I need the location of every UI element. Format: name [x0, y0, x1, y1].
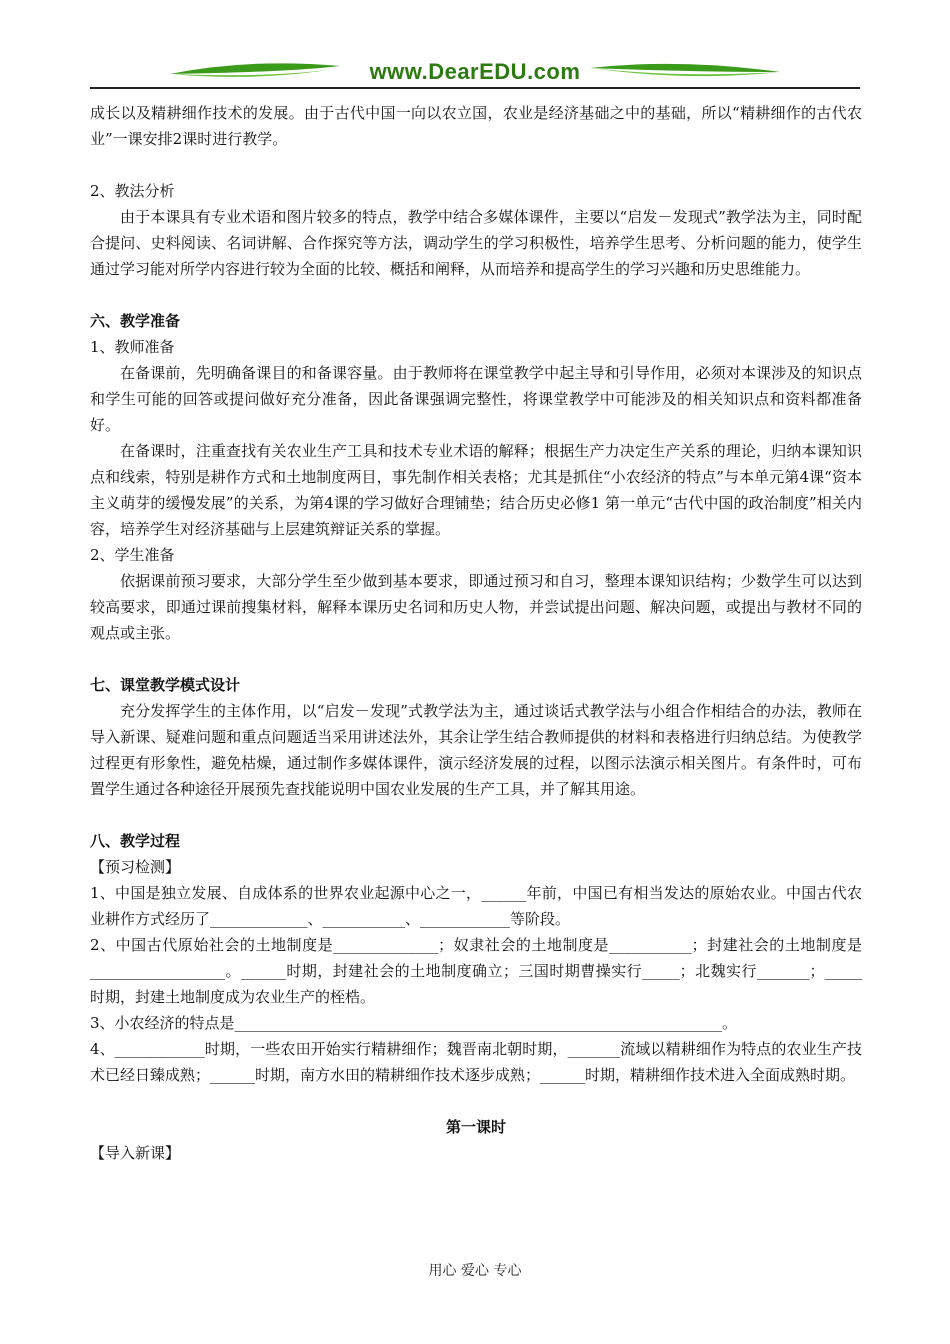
paragraph: 成长以及精耕细作技术的发展。由于古代中国一向以农立国，农业是经济基础之中的基础，所以“精耕细作的古代农业”一课安排2课时进行教学。	[90, 104, 862, 148]
section-label: 【导入新课】	[90, 1144, 181, 1162]
section-heading: 1、教师准备	[90, 338, 175, 356]
question: 4、____________时期，一些农田开始实行精耕细作；魏晋南北朝时期，_______流域以精耕细作为特点的农业生产技术已经日臻成熟；______时期，南方水田的精耕细作技术逐步成熟；______时期，精耕细作技术进入全面成熟时期。	[90, 1040, 862, 1084]
paragraph: 由于本课具有专业术语和图片较多的特点，教学中结合多媒体课件，主要以“启发－发现式”教学法为主，同时配合提问、史料阅读、名词讲解、合作探究等方法，调动学生的学习积极性，培养学生思考、分析问题的能力，使学生通过学习能对所学内容进行较为全面的比较、概括和阐释，从而培养和提高学生的学习兴趣和历史思维能力。	[90, 208, 862, 278]
lesson-title: 第一课时	[445, 1118, 506, 1136]
chapter-heading: 七、课堂教学模式设计	[90, 676, 241, 694]
document-body	[90, 100, 862, 1166]
chapter-heading: 六、教学准备	[90, 312, 181, 330]
site-logo-text: www.DearEDU.com	[369, 59, 581, 84]
paragraph: 充分发挥学生的主体作用，以“启发－发现”式教学法为主，通过谈话式教学法与小组合作相结合的办法，教师在导入新课、疑难问题和重点问题适当采用讲述法外，其余让学生结合教师提供的材料和表格进行归纳总结。为使教学过程更有形象性，避免枯燥，通过制作多媒体课件，演示经济发展的过程，以图示法演示相关图片。有条件时，可布置学生通过各种途径开展预先查找能说明中国农业发展的生产工具，并了解其用途。	[90, 702, 862, 798]
chapter-heading: 八、教学过程	[90, 832, 181, 850]
question: 2、中国古代原始社会的土地制度是______________；奴隶社会的土地制度是___________；封建社会的土地制度是__________________。______时期，封建社会的土地制度确立；三国时期曹操实行_____；北魏实行_______；_____时期，封建土地制度成为农业生产的桎梏。	[90, 936, 862, 1006]
question: 3、小农经济的特点是_________________________________________________________________。	[90, 1014, 738, 1032]
section-heading: 2、学生准备	[90, 546, 175, 564]
section-heading: 2、教法分析	[90, 182, 175, 200]
paragraph: 依据课前预习要求，大部分学生至少做到基本要求，即通过预习和自习，整理本课知识结构；少数学生可以达到较高要求，即通过课前搜集材料，解释本课历史名词和历史人物，并尝试提出问题、解决问题，或提出与教材不同的观点或主张。	[90, 572, 862, 642]
section-label: 【预习检测】	[90, 858, 181, 876]
paragraph: 在备课时，注重查找有关农业生产工具和技术专业术语的解释；根据生产力决定生产关系的理论，归纳本课知识点和线索，特别是耕作方式和土地制度两目，事先制作相关表格；尤其是抓住“小农经济的特点”与本单元第4课“资本主义萌芽的缓慢发展”的关系，为第4课的学习做好合理铺垫；结合历史必修1 第一单元“古代中国的政治制度”相关内容，培养学生对经济基础与上层建筑辩证关系的掌握。	[90, 442, 862, 538]
paragraph: 在备课前，先明确备课目的和备课容量。由于教师将在课堂教学中起主导和引导作用，必须对本课涉及的知识点和学生可能的回答或提问做好充分准备，因此备课强调完整性，将课堂教学中可能涉及的相关知识点和资料都准备好。	[90, 364, 862, 434]
page-footer: 用心 爱心 专心	[428, 1263, 522, 1279]
page-header	[90, 52, 860, 92]
header-rule	[90, 87, 860, 89]
question: 1、中国是独立发展、自成体系的世界农业起源中心之一，______年前，中国已有相当发达的原始农业。中国古代农业耕作方式经历了_____________、___________、____________等阶段。	[90, 884, 862, 928]
